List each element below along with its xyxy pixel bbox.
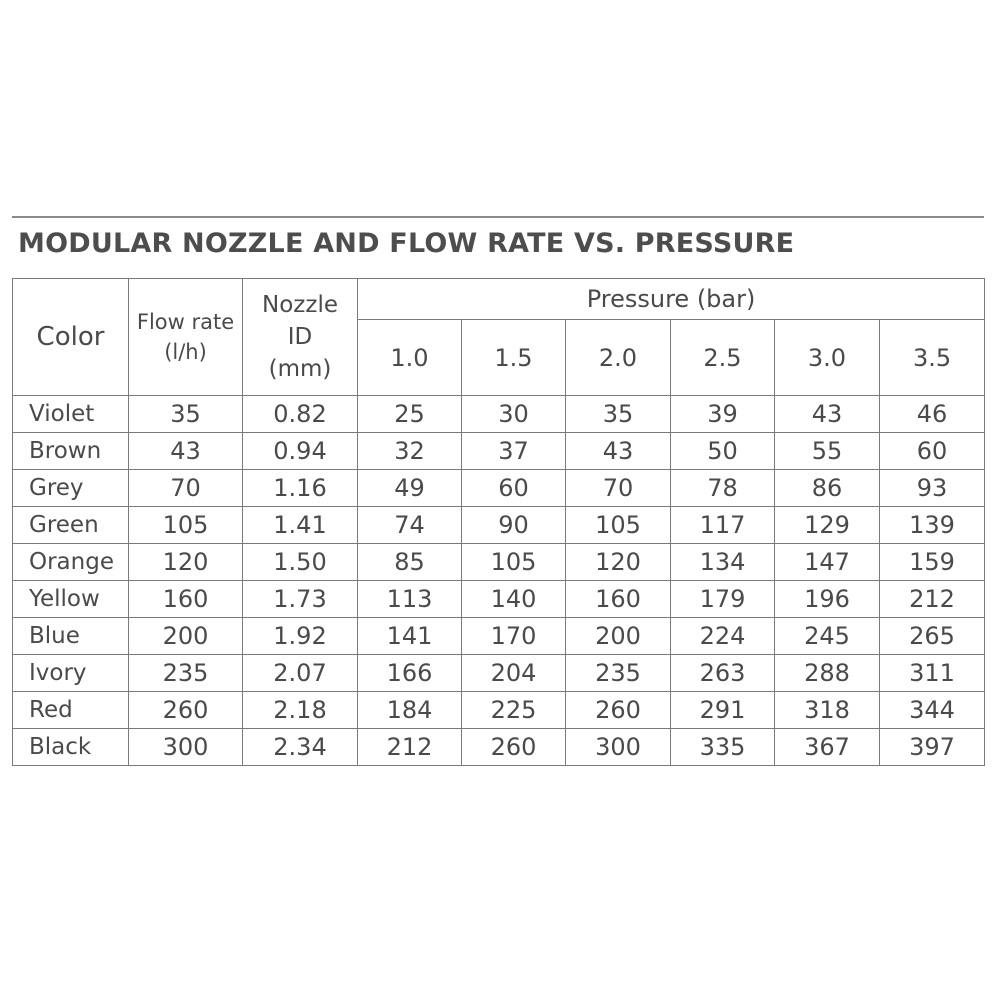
row-value: 184 <box>358 692 462 729</box>
row-value: 85 <box>358 544 462 581</box>
header-row-top <box>13 279 985 320</box>
row-value: 335 <box>671 729 775 766</box>
header-pressure-2-0: 2.0 <box>566 320 671 396</box>
row-value: 90 <box>462 507 566 544</box>
header-pressure-3-0: 3.0 <box>775 320 880 396</box>
row-value: 204 <box>462 655 566 692</box>
row-value: 60 <box>462 470 566 507</box>
row-color: Blue <box>13 618 129 655</box>
row-flow-rate: 235 <box>129 655 243 692</box>
row-value: 260 <box>566 692 671 729</box>
row-value: 141 <box>358 618 462 655</box>
table-row <box>13 470 985 507</box>
row-value: 32 <box>358 433 462 470</box>
row-flow-rate: 120 <box>129 544 243 581</box>
header-pressure: Pressure (bar) <box>358 279 985 320</box>
row-value: 397 <box>880 729 985 766</box>
row-value: 105 <box>566 507 671 544</box>
row-value: 263 <box>671 655 775 692</box>
header-flow-rate-line-2: (l/h) <box>164 340 207 364</box>
row-value: 196 <box>775 581 880 618</box>
row-value: 318 <box>775 692 880 729</box>
row-value: 70 <box>566 470 671 507</box>
row-value: 129 <box>775 507 880 544</box>
row-value: 43 <box>775 396 880 433</box>
row-value: 39 <box>671 396 775 433</box>
row-nozzle-id: 0.82 <box>243 396 358 433</box>
row-value: 166 <box>358 655 462 692</box>
row-nozzle-id: 1.41 <box>243 507 358 544</box>
row-value: 212 <box>880 581 985 618</box>
row-nozzle-id: 1.16 <box>243 470 358 507</box>
header-pressure-2-5: 2.5 <box>671 320 775 396</box>
row-color: Yellow <box>13 581 129 618</box>
flow-rate-table <box>12 278 985 766</box>
header-pressure-3-5: 3.5 <box>880 320 985 396</box>
row-nozzle-id: 2.07 <box>243 655 358 692</box>
table-row <box>13 507 985 544</box>
row-value: 74 <box>358 507 462 544</box>
row-nozzle-id: 2.18 <box>243 692 358 729</box>
row-nozzle-id: 2.34 <box>243 729 358 766</box>
row-value: 170 <box>462 618 566 655</box>
row-color: Green <box>13 507 129 544</box>
header-flow-rate <box>129 279 243 396</box>
row-value: 120 <box>566 544 671 581</box>
row-color: Black <box>13 729 129 766</box>
row-value: 200 <box>566 618 671 655</box>
row-flow-rate: 43 <box>129 433 243 470</box>
row-value: 265 <box>880 618 985 655</box>
row-value: 60 <box>880 433 985 470</box>
row-value: 147 <box>775 544 880 581</box>
row-value: 49 <box>358 470 462 507</box>
row-value: 260 <box>462 729 566 766</box>
row-value: 113 <box>358 581 462 618</box>
header-nozzle-id-line-2: ID <box>287 324 313 350</box>
row-value: 179 <box>671 581 775 618</box>
row-flow-rate: 260 <box>129 692 243 729</box>
row-color: Red <box>13 692 129 729</box>
row-flow-rate: 70 <box>129 470 243 507</box>
row-nozzle-id: 1.92 <box>243 618 358 655</box>
row-nozzle-id: 1.73 <box>243 581 358 618</box>
row-flow-rate: 105 <box>129 507 243 544</box>
row-value: 288 <box>775 655 880 692</box>
header-color: Color <box>13 279 129 396</box>
row-value: 93 <box>880 470 985 507</box>
header-pressure-1-0: 1.0 <box>358 320 462 396</box>
table-row <box>13 655 985 692</box>
row-flow-rate: 200 <box>129 618 243 655</box>
row-flow-rate: 35 <box>129 396 243 433</box>
row-value: 224 <box>671 618 775 655</box>
header-nozzle-id-line-1: Nozzle <box>262 292 338 318</box>
row-value: 117 <box>671 507 775 544</box>
row-value: 245 <box>775 618 880 655</box>
row-value: 46 <box>880 396 985 433</box>
row-color: Ivory <box>13 655 129 692</box>
row-color: Violet <box>13 396 129 433</box>
row-value: 212 <box>358 729 462 766</box>
row-value: 367 <box>775 729 880 766</box>
row-value: 50 <box>671 433 775 470</box>
row-value: 291 <box>671 692 775 729</box>
row-value: 160 <box>566 581 671 618</box>
page-title: MODULAR NOZZLE AND FLOW RATE VS. PRESSURE <box>18 228 795 259</box>
row-value: 344 <box>880 692 985 729</box>
row-value: 235 <box>566 655 671 692</box>
row-value: 78 <box>671 470 775 507</box>
table-row <box>13 729 985 766</box>
row-value: 55 <box>775 433 880 470</box>
row-flow-rate: 160 <box>129 581 243 618</box>
row-value: 159 <box>880 544 985 581</box>
table-row <box>13 433 985 470</box>
row-color: Brown <box>13 433 129 470</box>
row-value: 25 <box>358 396 462 433</box>
table-row <box>13 544 985 581</box>
header-pressure-1-5: 1.5 <box>462 320 566 396</box>
row-nozzle-id: 1.50 <box>243 544 358 581</box>
row-value: 225 <box>462 692 566 729</box>
row-value: 37 <box>462 433 566 470</box>
row-nozzle-id: 0.94 <box>243 433 358 470</box>
row-value: 43 <box>566 433 671 470</box>
row-value: 140 <box>462 581 566 618</box>
row-value: 35 <box>566 396 671 433</box>
top-divider <box>12 216 984 218</box>
row-color: Grey <box>13 470 129 507</box>
row-value: 30 <box>462 396 566 433</box>
table-row <box>13 581 985 618</box>
row-value: 134 <box>671 544 775 581</box>
row-value: 300 <box>566 729 671 766</box>
row-value: 105 <box>462 544 566 581</box>
header-nozzle-id-line-3: (mm) <box>268 356 332 382</box>
table-row <box>13 396 985 433</box>
row-value: 311 <box>880 655 985 692</box>
row-value: 86 <box>775 470 880 507</box>
row-color: Orange <box>13 544 129 581</box>
table-row <box>13 692 985 729</box>
table-row <box>13 618 985 655</box>
header-flow-rate-line-1: Flow rate <box>136 310 235 334</box>
row-value: 139 <box>880 507 985 544</box>
row-flow-rate: 300 <box>129 729 243 766</box>
header-nozzle-id <box>243 279 358 396</box>
